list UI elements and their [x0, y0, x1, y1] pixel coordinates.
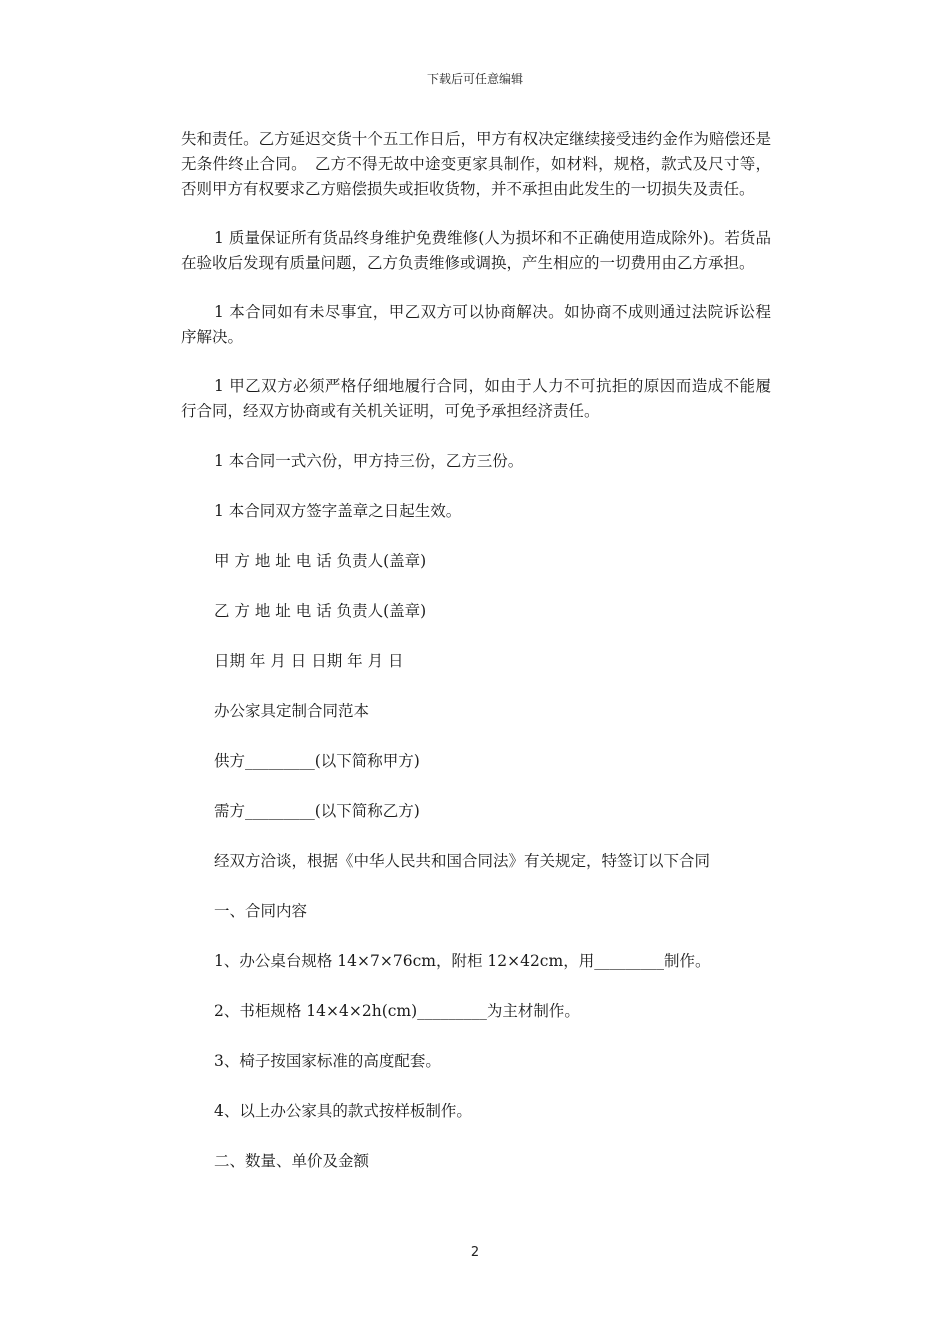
buyer-line: 需方_________(以下简称乙方)	[214, 802, 420, 820]
paragraph-copies: 1 本合同一式六份，甲方持三份，乙方三份。	[214, 452, 524, 470]
item-bookcase: 2、书柜规格 14×4×2h(cm)_________为主材制作。	[214, 1002, 580, 1020]
paragraph-quality-guarantee: 1 质量保证所有货品终身维护免费维修(人为损坏和不正确使用造成除外)。若货品在验收后发现有质量问题，乙方负责维修或调换，产生相应的一切费用由乙方承担。	[181, 229, 771, 272]
paragraph-force-majeure: 1 甲乙双方必须严格仔细地履行合同，如由于人力不可抗拒的原因而造成不能履行合同，经双方协商或有关机关证明，可免予承担经济责任。	[181, 377, 771, 420]
section-heading-quantity: 二、数量、单价及金额	[214, 1152, 370, 1170]
paragraph-liability: 失和责任。乙方延迟交货十个五工作日后，甲方有权决定继续接受违约金作为赔偿还是无条件终止合同。 乙方不得无故中途变更家具制作，如材料，规格，款式及尺寸等，否则甲方有权要求乙方赔偿损失或拒收货物，并不承担由此发生的一切损失及责任。	[181, 130, 771, 198]
paragraph-negotiation: 1 本合同如有未尽事宜，甲乙双方可以协商解决。如协商不成则通过法院诉讼程序解决。	[181, 303, 771, 346]
date-line: 日期 年 月 日 日期 年 月 日	[214, 652, 404, 670]
signature-line-party-a: 甲 方 地 址 电 话 负责人(盖章)	[214, 552, 427, 570]
signature-line-party-b: 乙 方 地 址 电 话 负责人(盖章)	[214, 602, 427, 620]
paragraph-effective: 1 本合同双方签字盖章之日起生效。	[214, 502, 462, 520]
preamble: 经双方洽谈，根据《中华人民共和国合同法》有关规定，特签订以下合同	[214, 852, 711, 870]
item-style: 4、以上办公家具的款式按样板制作。	[214, 1102, 472, 1120]
item-chair: 3、椅子按国家标准的高度配套。	[214, 1052, 441, 1070]
section-heading-content: 一、合同内容	[214, 902, 308, 920]
contract-title: 办公家具定制合同范本	[214, 702, 370, 720]
supplier-line: 供方_________(以下简称甲方)	[214, 752, 420, 770]
document-body	[181, 127, 771, 1174]
item-desk: 1、办公桌台规格 14×7×76cm，附柜 12×42cm，用_________制作。	[214, 952, 711, 970]
page-header: 下载后可任意编辑	[426, 72, 523, 86]
page-number: 2	[470, 1245, 480, 1260]
